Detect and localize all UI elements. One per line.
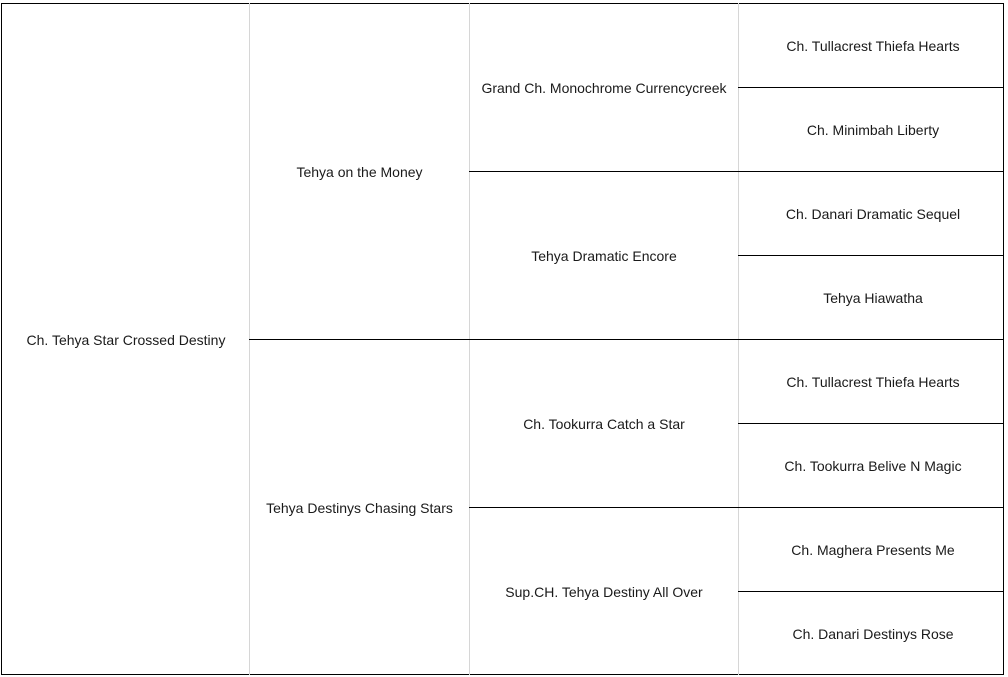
sire-name: Tehya on the Money (296, 164, 423, 180)
connector-line (249, 339, 1004, 340)
connector-line (738, 255, 1004, 256)
connector-line (738, 423, 1004, 424)
great-grandparent-name: Ch. Tookurra Belive N Magic (784, 458, 962, 474)
dam-name: Tehya Destinys Chasing Stars (266, 500, 453, 516)
connector-line (469, 171, 1004, 172)
great-grandparent-name: Ch. Tullacrest Thiefa Hearts (786, 374, 960, 390)
great-grandparent-name: Ch. Danari Destinys Rose (792, 626, 954, 642)
great-grandparent-name: Ch. Tullacrest Thiefa Hearts (786, 38, 960, 54)
connector-line (738, 87, 1004, 88)
grandparent-name: Sup.CH. Tehya Destiny All Over (505, 584, 703, 600)
great-grandparent-name: Ch. Minimbah Liberty (806, 122, 940, 138)
great-grandparent-name: Tehya Hiawatha (823, 290, 923, 306)
grandparent-name: Tehya Dramatic Encore (531, 248, 677, 264)
great-grandparent-name: Ch. Maghera Presents Me (791, 542, 955, 558)
great-grandparent-name: Ch. Danari Dramatic Sequel (785, 206, 961, 222)
connector-line (469, 507, 1004, 508)
connector-line (738, 591, 1004, 592)
grandparent-name: Grand Ch. Monochrome Currencycreek (481, 80, 727, 96)
grandparent-name: Ch. Tookurra Catch a Star (523, 416, 685, 432)
subject-name: Ch. Tehya Star Crossed Destiny (26, 332, 226, 348)
